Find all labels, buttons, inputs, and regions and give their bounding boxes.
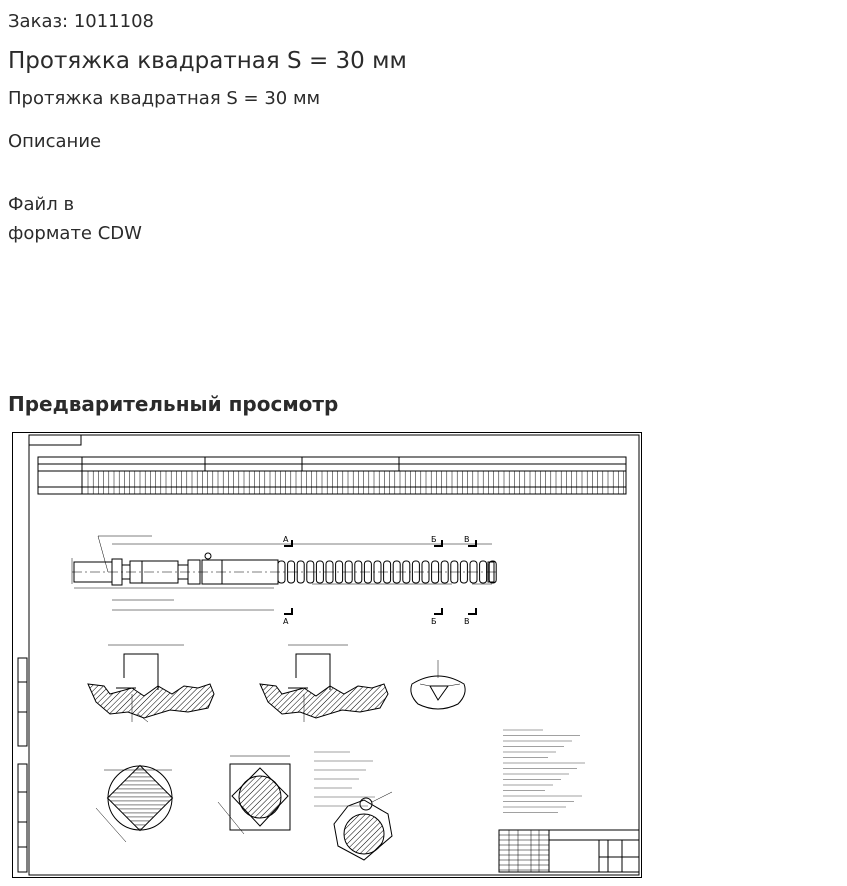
section-letter-v: В [464, 535, 470, 544]
section-markers [284, 540, 476, 614]
groove-detail [411, 660, 465, 709]
cad-drawing [12, 432, 642, 878]
description-heading: Описание [8, 131, 102, 152]
section-letter-b: Б [431, 617, 437, 626]
cross-section-3 [334, 792, 392, 860]
product-subtitle: Протяжка квадратная S = 30 мм [8, 88, 321, 109]
cross-section-1 [96, 765, 173, 842]
section-letter-a: А [283, 617, 289, 626]
section-letter-v: В [464, 617, 470, 626]
drawing-preview[interactable] [12, 432, 642, 878]
tooth-profile-detail-2 [260, 645, 388, 722]
product-title: Протяжка квадратная S = 30 мм [8, 48, 407, 74]
file-format-line-2: формате CDW [8, 223, 142, 244]
file-format-line-1: Файл в [8, 194, 75, 215]
tool-parameter-table [38, 457, 626, 494]
cross-section-2 [218, 756, 290, 834]
section-letter-b: Б [431, 535, 437, 544]
title-block [499, 830, 639, 872]
order-number: Заказ: 1011108 [8, 11, 154, 32]
section-letter-a: А [283, 535, 289, 544]
tooth-profile-detail-1 [88, 645, 214, 722]
preview-heading: Предварительный просмотр [8, 392, 339, 416]
